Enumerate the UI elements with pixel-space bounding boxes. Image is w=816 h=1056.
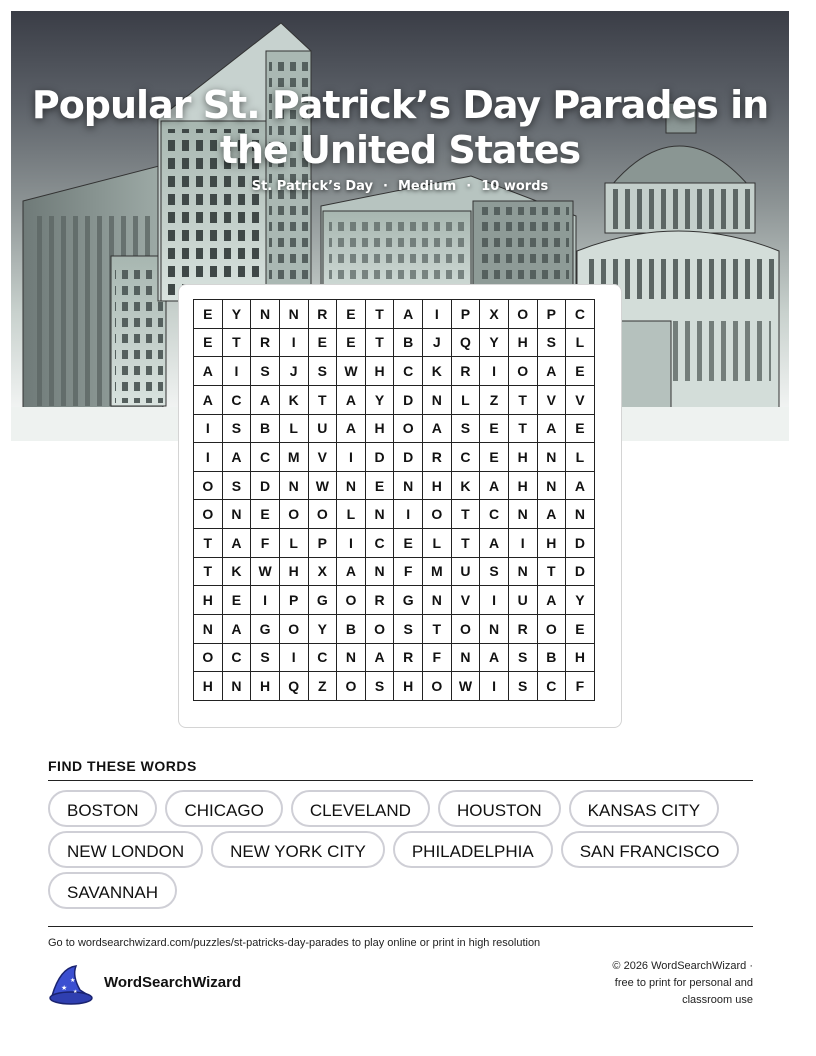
grid-cell[interactable]: F [394,557,423,586]
grid-cell[interactable]: O [508,300,537,329]
grid-cell[interactable]: H [537,529,566,558]
grid-cell[interactable]: E [566,357,595,386]
grid-cell[interactable]: K [423,357,452,386]
grid-cell[interactable]: A [337,385,366,414]
grid-cell[interactable]: N [194,614,223,643]
grid-cell[interactable]: N [451,643,480,672]
grid-cell[interactable]: I [337,443,366,472]
word-chip[interactable]: BOSTON [48,790,157,827]
grid-cell[interactable]: E [251,500,280,529]
grid-cell[interactable]: E [222,586,251,615]
grid-cell[interactable]: W [308,471,337,500]
grid-cell[interactable]: G [394,586,423,615]
grid-cell[interactable]: N [337,471,366,500]
grid-cell[interactable]: P [279,586,308,615]
word-chip[interactable]: SAVANNAH [48,872,177,909]
page-title: Popular St. Patrick’s Day Parades in the United States [31,83,769,172]
grid-cell[interactable]: B [251,414,280,443]
grid-cell[interactable]: M [279,443,308,472]
grid-cell[interactable]: V [451,586,480,615]
word-list-heading: FIND THESE WORDS [48,758,197,774]
grid-cell[interactable]: A [480,471,509,500]
grid-cell[interactable]: D [394,443,423,472]
word-chip[interactable]: SAN FRANCISCO [561,831,739,868]
grid-cell[interactable]: A [337,414,366,443]
grid-cell[interactable]: Y [566,586,595,615]
grid-cell[interactable]: T [508,385,537,414]
grid-cell[interactable]: T [537,557,566,586]
grid-cell[interactable]: F [423,643,452,672]
grid-cell[interactable]: U [508,586,537,615]
grid-cell[interactable]: I [508,529,537,558]
svg-text:★: ★ [73,989,78,995]
grid-row [194,500,595,529]
grid-cell[interactable]: R [365,586,394,615]
grid-cell[interactable]: S [537,328,566,357]
grid-cell[interactable]: A [365,643,394,672]
grid-cell[interactable]: I [194,414,223,443]
grid-cell[interactable]: C [394,357,423,386]
grid-cell[interactable]: Q [279,672,308,701]
grid-cell[interactable]: H [365,357,394,386]
grid-cell[interactable]: F [566,672,595,701]
grid-cell[interactable]: V [537,385,566,414]
word-chip[interactable]: NEW YORK CITY [211,831,385,868]
grid-cell[interactable]: A [251,385,280,414]
grid-cell[interactable]: B [337,614,366,643]
grid-cell[interactable]: R [394,643,423,672]
grid-cell[interactable]: I [423,300,452,329]
grid-cell[interactable]: W [451,672,480,701]
grid-cell[interactable]: N [279,471,308,500]
grid-cell[interactable]: N [279,300,308,329]
grid-cell[interactable]: E [337,300,366,329]
grid-cell[interactable]: O [337,586,366,615]
grid-cell[interactable]: A [537,414,566,443]
grid-cell[interactable]: N [537,443,566,472]
grid-cell[interactable]: T [194,529,223,558]
grid-cell[interactable]: W [251,557,280,586]
grid-cell[interactable]: P [537,300,566,329]
grid-cell[interactable]: V [308,443,337,472]
grid-cell[interactable]: S [508,672,537,701]
grid-row [194,586,595,615]
grid-cell[interactable]: R [451,357,480,386]
grid-cell[interactable]: A [222,614,251,643]
grid-cell[interactable]: I [222,357,251,386]
grid-cell[interactable]: R [423,443,452,472]
grid-cell[interactable]: N [566,500,595,529]
grid-cell[interactable]: T [222,328,251,357]
grid-cell[interactable]: A [537,357,566,386]
divider [48,780,753,781]
grid-cell[interactable]: H [194,586,223,615]
grid-cell[interactable]: T [451,500,480,529]
grid-cell[interactable]: A [480,529,509,558]
grid-cell[interactable]: O [365,614,394,643]
grid-cell[interactable]: C [451,443,480,472]
grid-row [194,328,595,357]
grid-cell[interactable]: H [508,328,537,357]
grid-cell[interactable]: E [337,328,366,357]
letter-grid[interactable] [193,299,595,701]
grid-row [194,443,595,472]
grid-cell[interactable]: H [251,672,280,701]
grid-cell[interactable]: C [222,643,251,672]
grid-cell[interactable]: Y [222,300,251,329]
grid-cell[interactable]: O [508,357,537,386]
grid-cell[interactable]: T [508,414,537,443]
wizard-hat-icon [46,964,94,1006]
grid-cell[interactable]: E [566,414,595,443]
word-chip[interactable]: CLEVELAND [291,790,430,827]
meta-separator: · [466,179,472,194]
grid-cell[interactable]: G [251,614,280,643]
copyright-line: free to print for personal and [614,977,753,989]
word-chip[interactable]: HOUSTON [438,790,561,827]
grid-cell[interactable]: N [508,557,537,586]
grid-cell[interactable]: O [308,500,337,529]
grid-cell[interactable]: R [508,614,537,643]
grid-cell[interactable]: E [194,300,223,329]
grid-cell[interactable]: A [537,500,566,529]
grid-cell[interactable]: I [480,357,509,386]
grid-cell[interactable]: A [194,357,223,386]
grid-cell[interactable]: O [337,672,366,701]
grid-cell[interactable]: L [566,328,595,357]
grid-cell[interactable]: W [337,357,366,386]
difficulty-label: Medium [397,179,457,194]
grid-cell[interactable]: A [423,414,452,443]
grid-cell[interactable]: T [308,385,337,414]
grid-row [194,471,595,500]
grid-cell[interactable]: O [194,643,223,672]
grid-cell[interactable]: J [423,328,452,357]
word-chip[interactable]: KANSAS CITY [569,790,719,827]
grid-cell[interactable]: P [308,529,337,558]
word-grid-card [178,284,622,728]
grid-cell[interactable]: O [423,500,452,529]
grid-cell[interactable]: I [279,328,308,357]
grid-cell[interactable]: V [566,385,595,414]
grid-cell[interactable]: H [508,471,537,500]
grid-cell[interactable]: N [365,500,394,529]
grid-cell[interactable]: A [480,643,509,672]
grid-cell[interactable]: N [222,672,251,701]
grid-cell[interactable]: O [394,414,423,443]
grid-cell[interactable]: Y [480,328,509,357]
grid-cell[interactable]: A [566,471,595,500]
grid-cell[interactable]: A [194,385,223,414]
grid-cell[interactable]: M [423,557,452,586]
grid-cell[interactable]: J [279,357,308,386]
grid-row [194,672,595,701]
word-chip[interactable]: PHILADELPHIA [393,831,553,868]
grid-cell[interactable]: R [308,300,337,329]
grid-cell[interactable]: Z [480,385,509,414]
grid-cell[interactable]: O [279,614,308,643]
grid-cell[interactable]: C [308,643,337,672]
grid-cell[interactable]: D [566,557,595,586]
grid-cell[interactable]: T [194,557,223,586]
grid-cell[interactable]: O [451,614,480,643]
grid-cell[interactable]: S [251,643,280,672]
grid-cell[interactable]: L [423,529,452,558]
grid-cell[interactable]: U [308,414,337,443]
grid-cell[interactable]: I [279,643,308,672]
grid-cell[interactable]: U [451,557,480,586]
grid-cell[interactable]: L [279,529,308,558]
grid-row [194,357,595,386]
grid-cell[interactable]: L [451,385,480,414]
grid-row [194,614,595,643]
grid-row [194,414,595,443]
grid-cell[interactable]: F [251,529,280,558]
copyright-text [573,958,753,1009]
grid-cell[interactable]: A [222,529,251,558]
grid-cell[interactable]: P [451,300,480,329]
grid-cell[interactable]: B [394,328,423,357]
grid-cell[interactable]: N [222,500,251,529]
grid-cell[interactable]: E [365,471,394,500]
grid-cell[interactable]: C [480,500,509,529]
grid-cell[interactable]: T [451,529,480,558]
grid-cell[interactable]: H [279,557,308,586]
grid-cell[interactable]: S [394,614,423,643]
grid-cell[interactable]: N [337,643,366,672]
grid-cell[interactable]: Q [451,328,480,357]
category-label: St. Patrick’s Day [251,179,373,194]
grid-row [194,557,595,586]
grid-cell[interactable]: R [251,328,280,357]
grid-cell[interactable]: H [194,672,223,701]
grid-cell[interactable]: E [566,614,595,643]
grid-cell[interactable]: O [194,500,223,529]
grid-cell[interactable]: I [194,443,223,472]
grid-cell[interactable]: O [537,614,566,643]
grid-cell[interactable]: A [537,586,566,615]
word-chip[interactable]: CHICAGO [165,790,282,827]
grid-cell[interactable]: S [222,471,251,500]
grid-cell[interactable]: I [337,529,366,558]
copyright-line: © 2026 WordSearchWizard · [612,960,753,972]
grid-cell[interactable]: H [365,414,394,443]
grid-cell[interactable]: L [279,414,308,443]
grid-cell[interactable]: H [508,443,537,472]
grid-cell[interactable]: S [308,357,337,386]
grid-cell[interactable]: B [537,643,566,672]
grid-cell[interactable]: T [365,328,394,357]
grid-cell[interactable]: S [251,357,280,386]
grid-cell[interactable]: K [279,385,308,414]
grid-cell[interactable]: E [194,328,223,357]
grid-cell[interactable]: S [365,672,394,701]
grid-cell[interactable]: Z [308,672,337,701]
grid-row [194,300,595,329]
grid-cell[interactable]: S [480,557,509,586]
grid-cell[interactable]: H [394,672,423,701]
grid-cell[interactable]: L [566,443,595,472]
grid-cell[interactable]: E [480,443,509,472]
grid-cell[interactable]: D [365,443,394,472]
svg-text:★: ★ [61,984,68,992]
grid-cell[interactable]: A [337,557,366,586]
grid-cell[interactable]: I [251,586,280,615]
grid-cell[interactable]: T [423,614,452,643]
grid-cell[interactable]: X [308,557,337,586]
grid-cell[interactable]: N [423,586,452,615]
grid-cell[interactable]: K [222,557,251,586]
svg-text:★: ★ [70,977,76,984]
grid-cell[interactable]: G [308,586,337,615]
grid-cell[interactable]: Y [365,385,394,414]
grid-cell[interactable]: C [566,300,595,329]
grid-cell[interactable]: N [394,471,423,500]
grid-cell[interactable]: C [251,443,280,472]
puzzle-meta [11,179,789,194]
grid-cell[interactable]: O [279,500,308,529]
grid-cell[interactable]: I [394,500,423,529]
word-chip[interactable]: NEW LONDON [48,831,203,868]
grid-cell[interactable]: O [423,672,452,701]
grid-cell[interactable]: K [451,471,480,500]
grid-cell[interactable]: N [423,385,452,414]
grid-cell[interactable]: C [222,385,251,414]
grid-cell[interactable]: D [394,385,423,414]
grid-cell[interactable]: H [423,471,452,500]
grid-cell[interactable]: Y [308,614,337,643]
grid-cell[interactable]: L [337,500,366,529]
grid-cell[interactable]: I [480,672,509,701]
grid-cell[interactable]: A [222,443,251,472]
grid-cell[interactable]: A [394,300,423,329]
grid-cell[interactable]: N [365,557,394,586]
grid-cell[interactable]: E [480,414,509,443]
meta-separator: · [383,179,388,194]
grid-cell[interactable]: N [508,500,537,529]
grid-cell[interactable]: C [537,672,566,701]
puzzle-link-text: Go to wordsearchwizard.com/puzzles/st-patricks-day-parades to play online or print in high resolution [48,937,541,949]
grid-cell[interactable]: T [365,300,394,329]
copyright-line: classroom use [682,994,753,1006]
grid-cell[interactable]: N [537,471,566,500]
grid-cell[interactable]: E [308,328,337,357]
grid-cell[interactable]: S [508,643,537,672]
grid-cell[interactable]: N [480,614,509,643]
grid-cell[interactable]: I [480,586,509,615]
grid-cell[interactable]: H [566,643,595,672]
word-list [48,790,753,913]
word-count-label: 10 words [481,179,549,194]
brand-name: WordSearchWizard [104,974,242,991]
divider [48,926,753,927]
grid-cell[interactable]: S [222,414,251,443]
grid-cell[interactable]: S [451,414,480,443]
grid-cell[interactable]: E [394,529,423,558]
grid-cell[interactable]: N [251,300,280,329]
grid-row [194,529,595,558]
grid-cell[interactable]: C [365,529,394,558]
grid-cell[interactable]: D [251,471,280,500]
grid-row [194,385,595,414]
grid-row [194,643,595,672]
grid-cell[interactable]: O [194,471,223,500]
grid-cell[interactable]: D [566,529,595,558]
grid-cell[interactable]: X [480,300,509,329]
